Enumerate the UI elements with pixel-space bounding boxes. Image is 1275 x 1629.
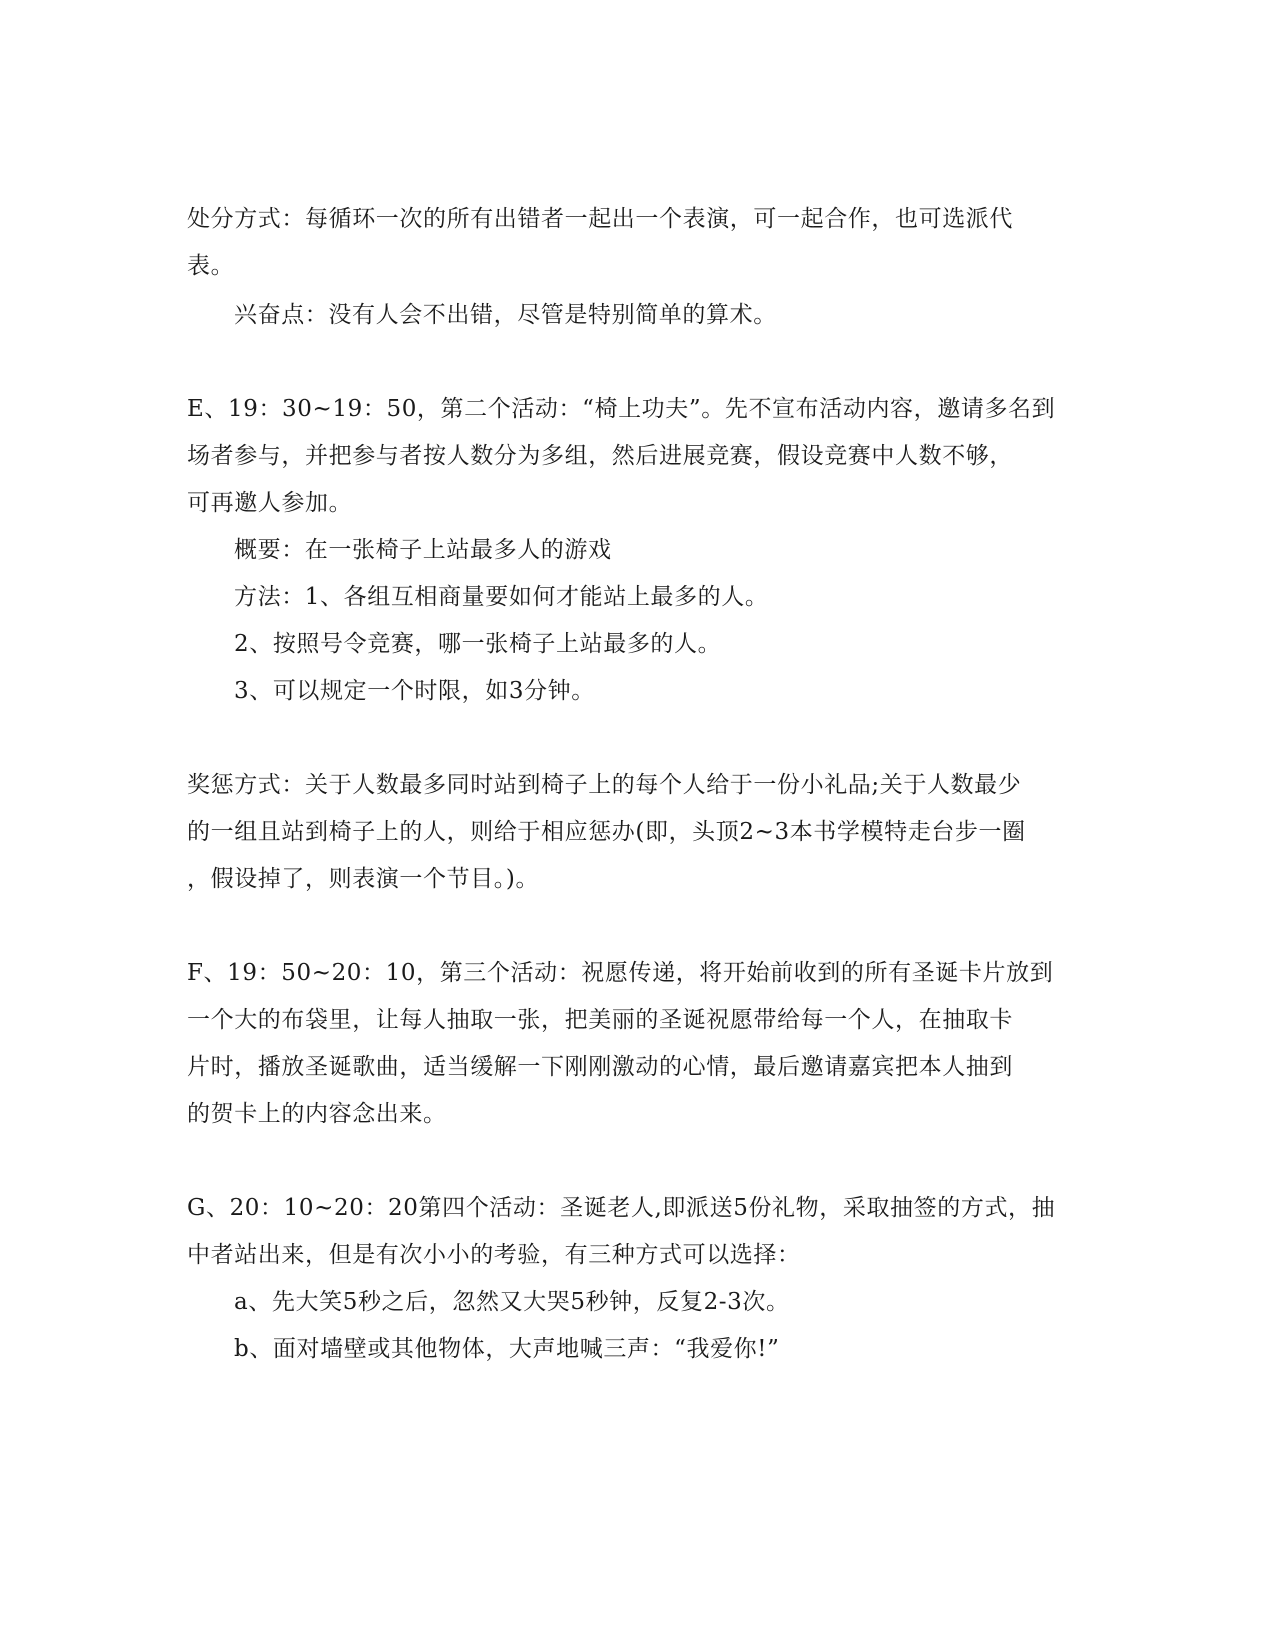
penalty-method-line-1: 处分方式：每循环一次的所有出错者一起出一个表演，可一起合作，也可选派代 (187, 206, 1013, 232)
activity-g-line-2: 中者站出来，但是有次小小的考验，有三种方式可以选择： (187, 1242, 801, 1268)
activity-f-line-2: 一个大的布袋里，让每人抽取一张，把美丽的圣诞祝愿带给每一个人，在抽取卡 (187, 1007, 1013, 1033)
reward-penalty-line-3: ，假设掉了，则表演一个节目。)。 (187, 866, 540, 892)
reward-penalty-line-1: 奖惩方式：关于人数最多同时站到椅子上的每个人给于一份小礼品;关于人数最少 (187, 772, 1022, 798)
method-line-2: 2、按照号令竞赛，哪一张椅子上站最多的人。 (234, 631, 722, 657)
excitement-point-line: 兴奋点：没有人会不出错，尽管是特别简单的算术。 (234, 302, 777, 328)
penalty-method-line-2: 表。 (187, 253, 235, 279)
activity-f-line-3: 片时，播放圣诞歌曲，适当缓解一下刚刚激动的心情，最后邀请嘉宾把本人抽到 (187, 1054, 1013, 1080)
reward-penalty-line-2: 的一组且站到椅子上的人，则给于相应惩办(即，头顶2~3本书学模特走台步一圈 (187, 819, 1026, 845)
method-line-3: 3、可以规定一个时限，如3分钟。 (234, 678, 595, 704)
activity-f-line-4: 的贺卡上的内容念出来。 (187, 1101, 447, 1127)
activity-e-line-2: 场者参与，并把参与者按人数分为多组，然后进展竞赛，假设竞赛中人数不够， (187, 443, 1013, 469)
method-line-1: 方法：1、各组互相商量要如何才能站上最多的人。 (234, 584, 769, 610)
activity-f-line-1: F、19：50~20：10，第三个活动：祝愿传递，将开始前收到的所有圣诞卡片放到 (187, 960, 1054, 986)
activity-e-line-3: 可再邀人参加。 (187, 490, 353, 516)
activity-g-line-1: G、20：10~20：20第四个活动：圣诞老人,即派送5份礼物，采取抽签的方式，抽 (187, 1195, 1056, 1221)
activity-e-line-1: E、19：30~19：50，第二个活动：“椅上功夫”。先不宣布活动内容，邀请多名到 (187, 396, 1056, 422)
option-b-line: b、面对墙壁或其他物体，大声地喊三声：“我爱你!” (234, 1336, 780, 1362)
summary-line: 概要：在一张椅子上站最多人的游戏 (234, 537, 612, 563)
option-a-line: a、先大笑5秒之后，忽然又大哭5秒钟，反复2-3次。 (234, 1289, 790, 1315)
